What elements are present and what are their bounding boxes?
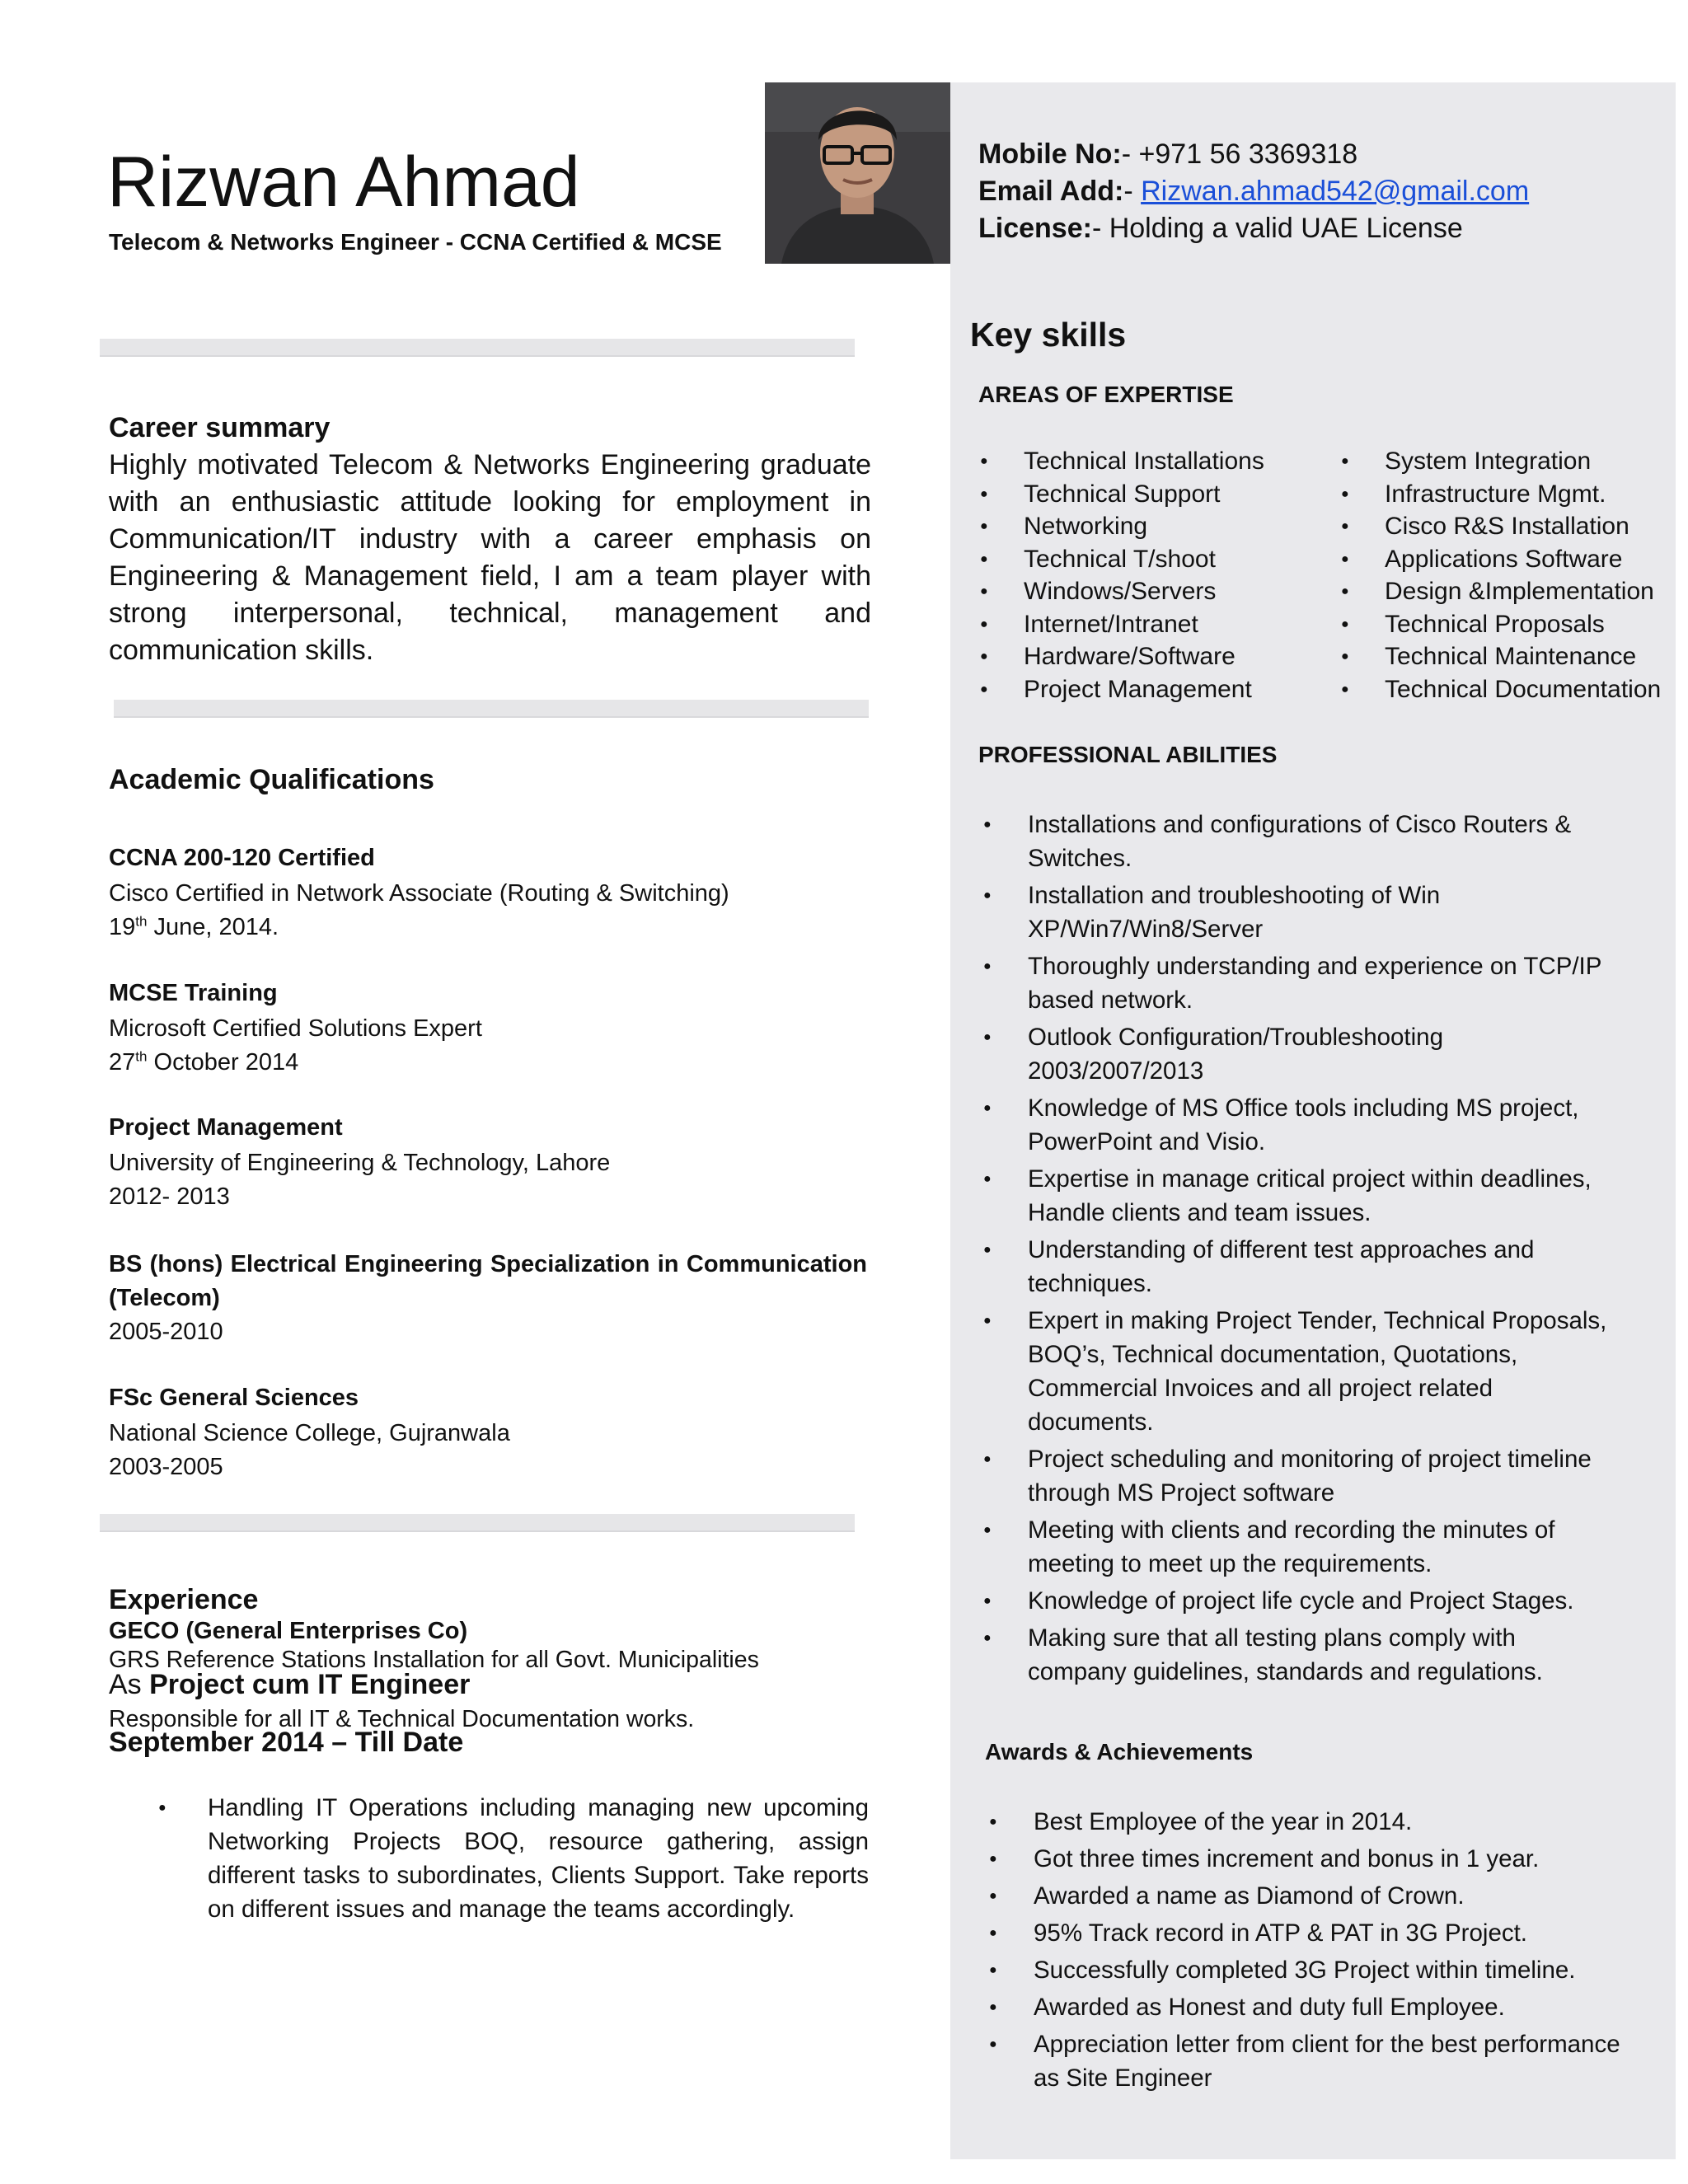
list-item: ● Applications Software bbox=[1338, 543, 1661, 576]
experience-role: Project cum IT Engineer bbox=[149, 1669, 471, 1700]
list-item: ● 95% Track record in ATP & PAT in 3G Project. bbox=[987, 1916, 1621, 1950]
list-item: ● Cisco R&S Installation bbox=[1338, 510, 1661, 543]
mobile-value: - +971 56 3369318 bbox=[1121, 138, 1358, 170]
fsc-college: National Science College, Gujranwala bbox=[109, 1420, 510, 1446]
experience-title: Experience bbox=[109, 1584, 259, 1615]
mcse-title: MCSE Training bbox=[109, 980, 278, 1006]
bs-years: 2005-2010 bbox=[109, 1319, 223, 1345]
list-item: ● Best Employee of the year in 2014. bbox=[987, 1805, 1621, 1839]
academic-title: Academic Qualifications bbox=[109, 764, 434, 795]
profile-photo bbox=[765, 82, 950, 264]
experience-role-prefix: As bbox=[109, 1669, 150, 1700]
abilities-title: PROFESSIONAL ABILITIES bbox=[978, 742, 1278, 767]
ccna-date-day: 19 bbox=[109, 914, 136, 940]
ccna-description: Cisco Certified in Network Associate (Routing & Switching) bbox=[109, 880, 729, 907]
list-item: ● Awarded a name as Diamond of Crown. bbox=[987, 1879, 1621, 1913]
list-item: ● Making sure that all testing plans comply with company guidelines, standards and regulations. bbox=[981, 1621, 1615, 1689]
list-item: ● Meeting with clients and recording the minutes of meeting to meet up the requirements. bbox=[981, 1513, 1615, 1581]
list-item: ● Appreciation letter from client for the best performance as Site Engineer bbox=[987, 2027, 1621, 2095]
email-separator: - bbox=[1123, 176, 1142, 207]
list-item: ● Networking bbox=[977, 510, 1264, 543]
ccna-date-suffix: th bbox=[135, 913, 148, 930]
bs-title: BS (hons) Electrical Engineering Specialization in Communication (Telecom) bbox=[109, 1251, 867, 1311]
expertise-title: AREAS OF EXPERTISE bbox=[978, 382, 1234, 407]
mcse-description: Microsoft Certified Solutions Expert bbox=[109, 1015, 482, 1042]
list-item: ● Got three times increment and bonus in 1 year. bbox=[987, 1842, 1621, 1876]
experience-project: GRS Reference Stations Installation for all Govt. Municipalities bbox=[109, 1647, 759, 1673]
experience-period: September 2014 – Till Date bbox=[109, 1727, 464, 1758]
mcse-date-rest: October 2014 bbox=[147, 1049, 299, 1076]
expertise-list-col1 bbox=[977, 445, 1264, 705]
list-item: ● Outlook Configuration/Troubleshooting 2003/2007/2013 bbox=[981, 1020, 1615, 1088]
ccna-date bbox=[109, 911, 279, 944]
section-divider bbox=[100, 339, 855, 357]
email-line bbox=[978, 176, 1529, 208]
list-item: ● Internet/Intranet bbox=[977, 608, 1264, 641]
list-item: ● Technical T/shoot bbox=[977, 543, 1264, 576]
pm-title: Project Management bbox=[109, 1114, 343, 1141]
list-item: ● Technical Support bbox=[977, 478, 1264, 511]
list-item: ● Thoroughly understanding and experience on TCP/IP based network. bbox=[981, 949, 1615, 1017]
fsc-title: FSc General Sciences bbox=[109, 1385, 359, 1411]
list-item: ● Technical Proposals bbox=[1338, 608, 1661, 641]
ccna-date-rest: June, 2014. bbox=[147, 914, 279, 940]
fsc-years: 2003-2005 bbox=[109, 1454, 223, 1480]
candidate-tagline: Telecom & Networks Engineer - CCNA Certified & MCSE bbox=[109, 229, 722, 255]
list-item: ● Technical Maintenance bbox=[1338, 640, 1661, 673]
mobile-label: Mobile No: bbox=[978, 138, 1122, 170]
mcse-date-day: 27 bbox=[109, 1049, 136, 1076]
list-item: ● Infrastructure Mgmt. bbox=[1338, 478, 1661, 511]
candidate-name: Rizwan Ahmad bbox=[107, 143, 580, 222]
list-item: ● Understanding of different test approaches and techniques. bbox=[981, 1233, 1615, 1301]
pm-years: 2012- 2013 bbox=[109, 1183, 230, 1210]
mcse-date-suffix: th bbox=[135, 1048, 148, 1065]
list-item: ● Knowledge of project life cycle and Project Stages. bbox=[981, 1584, 1615, 1618]
email-link[interactable]: Rizwan.ahmad542@gmail.com bbox=[1141, 176, 1530, 207]
list-item: ● Design &Implementation bbox=[1338, 575, 1661, 608]
key-skills-title: Key skills bbox=[970, 316, 1127, 354]
license-label: License: bbox=[978, 213, 1092, 244]
email-label: Email Add: bbox=[978, 176, 1124, 207]
awards-list bbox=[987, 1805, 1621, 2098]
mcse-date bbox=[109, 1046, 298, 1080]
list-item: ● Awarded as Honest and duty full Employee. bbox=[987, 1990, 1621, 2024]
section-divider bbox=[114, 700, 869, 718]
list-item: ● System Integration bbox=[1338, 445, 1661, 478]
list-item: ● Technical Documentation bbox=[1338, 673, 1661, 706]
experience-role-line bbox=[109, 1669, 470, 1701]
ccna-title: CCNA 200-120 Certified bbox=[109, 845, 375, 871]
expertise-list-col2 bbox=[1338, 445, 1661, 705]
career-summary-text: Highly motivated Telecom & Networks Engineering graduate with an enthusiastic attitude looking for employment in Communication/IT industry with a career emphasis on Engineering & Management field, I am a team player with strong interpersonal, technical, management and communication skills. bbox=[109, 449, 871, 666]
list-item: ● Installation and troubleshooting of Win XP/Win7/Win8/Server bbox=[981, 879, 1615, 946]
list-item: ● Project Management bbox=[977, 673, 1264, 706]
list-item: ● Hardware/Software bbox=[977, 640, 1264, 673]
career-summary-title: Career summary bbox=[109, 412, 331, 443]
list-item: ● Project scheduling and monitoring of project timeline through MS Project software bbox=[981, 1442, 1615, 1510]
section-divider bbox=[100, 1514, 855, 1532]
experience-responsibility: Responsible for all IT & Technical Documentation works. bbox=[109, 1706, 695, 1732]
pm-university: University of Engineering & Technology, Lahore bbox=[109, 1150, 611, 1176]
list-item: ● Windows/Servers bbox=[977, 575, 1264, 608]
mobile-line bbox=[978, 138, 1357, 171]
list-item: ● Expertise in manage critical project within deadlines, Handle clients and team issues. bbox=[981, 1162, 1615, 1230]
list-item: ● Handling IT Operations including managing new upcoming Networking Projects BOQ, resource gathering, assign different tasks to subordinates, Clients Support. Take reports on different issues and manage the teams accordingly. bbox=[158, 1791, 869, 1926]
list-item: ● Technical Installations bbox=[977, 445, 1264, 478]
awards-title: Awards & Achievements bbox=[985, 1739, 1254, 1765]
experience-company: GECO (General Enterprises Co) bbox=[109, 1618, 468, 1644]
abilities-list bbox=[981, 808, 1615, 1692]
experience-duties-list bbox=[158, 1791, 869, 1929]
list-item: ● Knowledge of MS Office tools including MS project, PowerPoint and Visio. bbox=[981, 1091, 1615, 1159]
person-photo-icon bbox=[765, 82, 950, 264]
list-item: ● Successfully completed 3G Project within timeline. bbox=[987, 1953, 1621, 1987]
list-item: ● Expert in making Project Tender, Technical Proposals, BOQ’s, Technical documentation, Quotations, Commercial Invoices and all project related documents. bbox=[981, 1304, 1615, 1439]
license-value: - Holding a valid UAE License bbox=[1091, 213, 1463, 244]
list-item: ● Installations and configurations of Cisco Routers & Switches. bbox=[981, 808, 1615, 875]
license-line bbox=[978, 213, 1463, 245]
